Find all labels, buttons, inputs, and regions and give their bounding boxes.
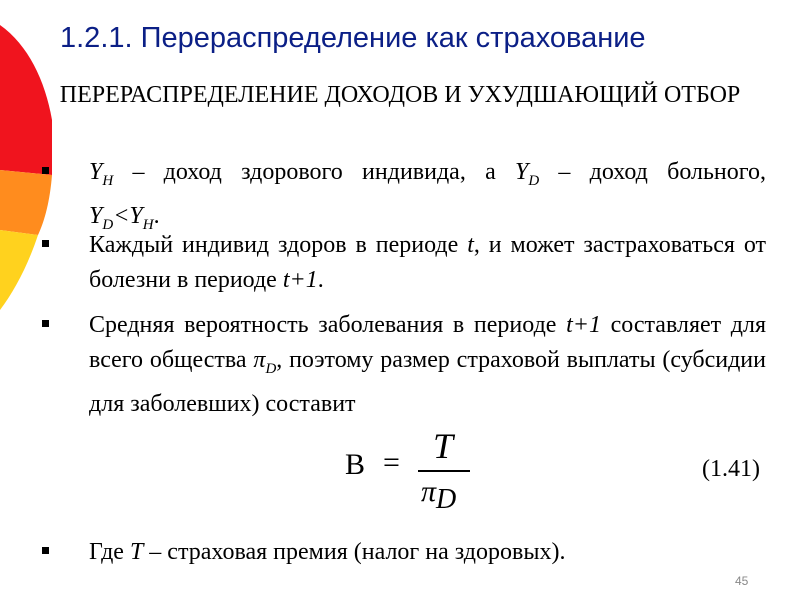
formula-equals: =	[383, 446, 400, 479]
bullet-probability	[42, 308, 766, 422]
fraction-bar	[418, 470, 470, 472]
formula-numerator: T	[433, 426, 454, 466]
formula-lhs: B	[345, 448, 366, 481]
formula-subsidy	[345, 426, 485, 520]
bullet-text: Средняя вероятность заболевания в периоде t+1 составляет для всего общества $\pi_D$, поэтому размер страховой выплаты (субсидии для заболевших) составит	[89, 312, 767, 417]
slide-subtitle: ПЕРЕРАСПРЕДЕЛЕНИЕ ДОХОДОВ И УХУДШАЮЩИЙ ОТБОР	[59, 82, 741, 108]
bullet-marker	[42, 167, 49, 174]
bullet-text: Каждый индивид здоров в периоде t, и может застраховаться от болезни в периоде t+1.	[89, 232, 766, 293]
bullet-text: Где T – страховая премия (налог на здоровых).	[89, 539, 566, 565]
formula-denominator: $\pi_D$	[421, 475, 457, 515]
bullet-healthy-period	[42, 228, 766, 298]
bullet-marker	[42, 547, 49, 554]
slide-title: 1.2.1. Перераспределение как страхование	[60, 22, 646, 54]
bullet-text: $Y_H$ – доход здорового индивида, а $Y_D$ – доход больного, $Y_D<Y_H$.	[89, 159, 767, 233]
bullet-marker	[42, 240, 49, 247]
deco-yellow-band	[0, 230, 38, 310]
equation-number: (1.41)	[702, 456, 760, 482]
page-number: 45	[735, 574, 749, 588]
bullet-marker	[42, 320, 49, 327]
bullet-premium	[42, 535, 766, 570]
